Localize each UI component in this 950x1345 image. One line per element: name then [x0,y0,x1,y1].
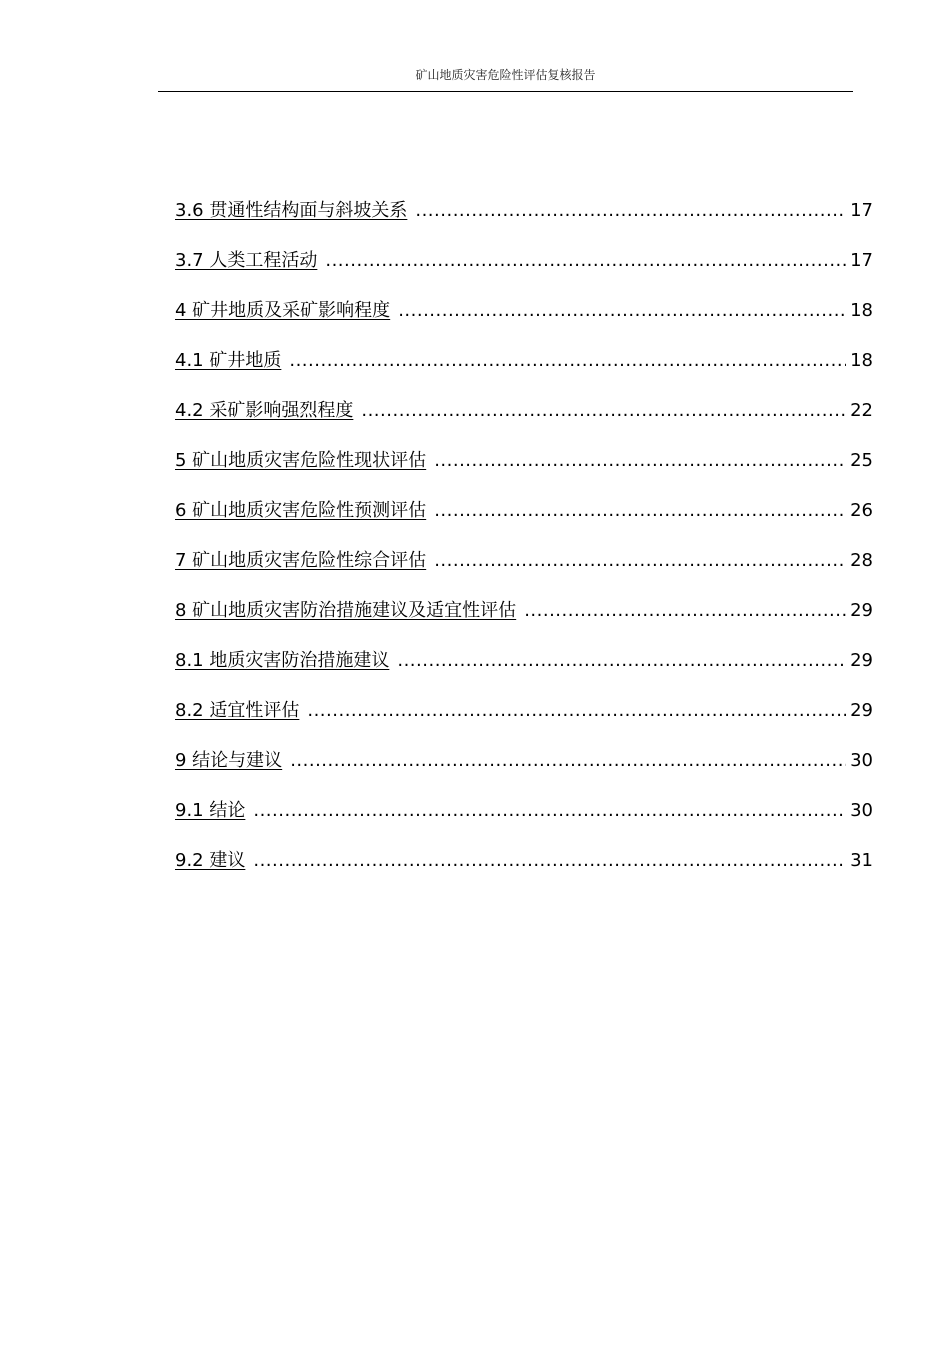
toc-leader-dots [253,850,846,871]
toc-leader-dots [361,400,846,421]
toc-leader-dots [397,650,846,671]
toc-entry-label: 9.1 结论 [175,800,246,821]
toc-leader-dots [289,350,846,371]
toc-entry-label: 6 矿山地质灾害危险性预测评估 [175,500,427,521]
toc-entry-page: 18 [850,300,873,321]
toc-entry-label: 4.2 采矿影响强烈程度 [175,400,354,421]
toc-entry-label: 7 矿山地质灾害危险性综合评估 [175,550,427,571]
header-divider [158,91,853,92]
toc-entry-page: 18 [850,350,873,371]
toc-entry[interactable] [175,346,873,396]
toc-leader-dots [434,550,846,571]
toc-entry-page: 30 [850,800,873,821]
toc-entry[interactable] [175,396,873,446]
toc-entry-page: 28 [850,550,873,571]
toc-leader-dots [524,600,846,621]
page-header-title: 矿山地质灾害危险性评估复核报告 [415,68,596,82]
toc-entry[interactable] [175,446,873,496]
toc-leader-dots [434,500,846,521]
toc-leader-dots [398,300,846,321]
toc-entry[interactable] [175,246,873,296]
toc-entry-label: 8.1 地质灾害防治措施建议 [175,650,390,671]
toc-entry[interactable] [175,696,873,746]
toc-entry-label: 4 矿井地质及采矿影响程度 [175,300,391,321]
toc-entry-page: 17 [850,250,873,271]
toc-entry-page: 17 [850,200,873,221]
toc-entry-label: 4.1 矿井地质 [175,350,282,371]
toc-entry-page: 31 [850,850,873,871]
toc-entry-page: 29 [850,650,873,671]
toc-entry-label: 9.2 建议 [175,850,246,871]
toc-entry[interactable] [175,846,873,896]
toc-leader-dots [253,800,846,821]
toc-entry[interactable] [175,746,873,796]
toc-entry-page: 29 [850,600,873,621]
toc-entry-page: 30 [850,750,873,771]
toc-entry[interactable] [175,496,873,546]
toc-leader-dots [415,200,846,221]
toc-leader-dots [325,250,846,271]
toc-entry-page: 22 [850,400,873,421]
toc-entry-page: 29 [850,700,873,721]
toc-entry[interactable] [175,796,873,846]
toc-entry[interactable] [175,646,873,696]
toc-entry[interactable] [175,196,873,246]
toc-entry[interactable] [175,596,873,646]
table-of-contents [175,196,873,896]
toc-entry-label: 5 矿山地质灾害危险性现状评估 [175,450,427,471]
toc-entry-label: 8.2 适宜性评估 [175,700,300,721]
toc-leader-dots [307,700,846,721]
toc-entry-page: 26 [850,500,873,521]
toc-entry-page: 25 [850,450,873,471]
toc-entry[interactable] [175,546,873,596]
toc-entry-label: 3.7 人类工程活动 [175,250,318,271]
toc-leader-dots [290,750,846,771]
toc-entry-label: 3.6 贯通性结构面与斜坡关系 [175,200,408,221]
toc-entry[interactable] [175,296,873,346]
toc-entry-label: 9 结论与建议 [175,750,283,771]
toc-entry-label: 8 矿山地质灾害防治措施建议及适宜性评估 [175,600,517,621]
toc-leader-dots [434,450,846,471]
